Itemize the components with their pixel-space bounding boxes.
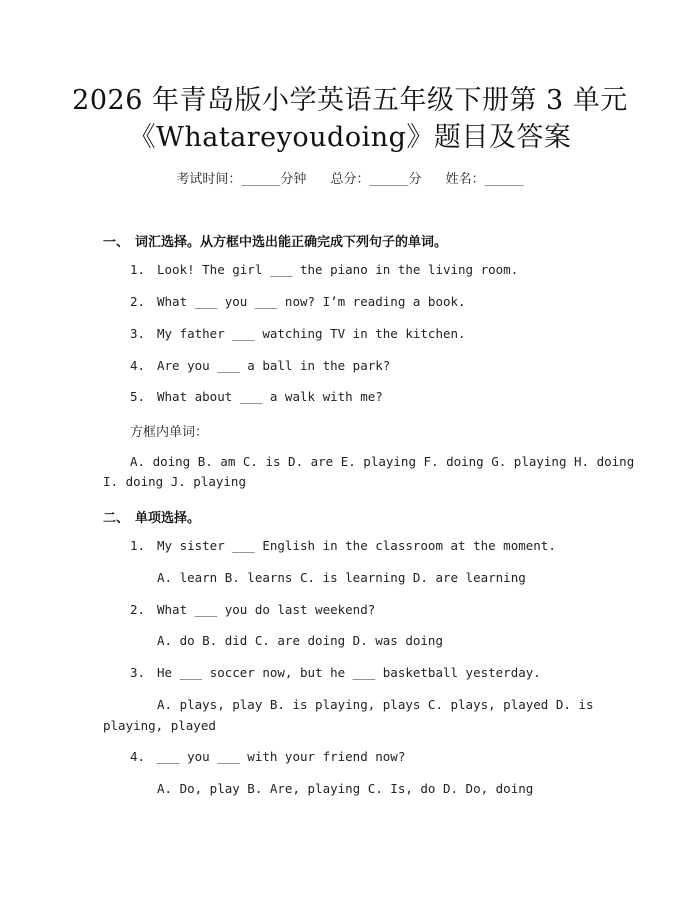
title-line-2: 《Whatareyoudoing》题目及答案	[128, 122, 572, 153]
question-text: ___ you ___ with your friend now?	[157, 749, 406, 764]
list-item: 2. What ___ you ___ now? I’m reading a book.	[130, 294, 466, 309]
question-text: Look! The girl ___ the piano in the living room.	[157, 262, 519, 277]
exam-time: 考试时间：______分钟	[176, 172, 307, 187]
list-item: 3. He ___ soccer now, but he ___ basketball yesterday.	[130, 665, 541, 680]
section-1-title: 词汇选择。从方框中选出能正确完成下列句子的单词。	[135, 235, 448, 250]
question-text: My sister ___ English in the classroom at the moment.	[157, 538, 556, 553]
question-text: My father ___ watching TV in the kitchen.	[157, 326, 466, 341]
section-2-heading	[103, 507, 200, 526]
section-1-heading	[103, 231, 447, 250]
question-options: A. do B. did C. are doing D. was doing	[157, 633, 443, 648]
list-item: 2. What ___ you do last weekend?	[130, 602, 376, 617]
question-options: A. plays, play B. is playing, plays C. plays, played D. is	[157, 697, 594, 712]
question-text: He ___ soccer now, but he ___ basketball yesterday.	[157, 665, 541, 680]
box-label: 方框内单词：	[130, 425, 209, 440]
question-options: A. learn B. learns C. is learning D. are learning	[157, 570, 526, 585]
section-2-title: 单项选择。	[135, 511, 201, 526]
list-item: 1. Look! The girl ___ the piano in the living room.	[130, 262, 519, 277]
box-words-line-2: I. doing J. playing	[103, 474, 246, 489]
exam-score: 总分：______分	[330, 172, 422, 187]
box-words-line-1: A. doing B. am C. is D. are E. playing F. doing G. playing H. doing	[130, 454, 635, 469]
exam-info	[0, 168, 700, 187]
section-1-number: 一、	[103, 235, 130, 250]
question-text: What about ___ a walk with me?	[157, 389, 383, 404]
list-item: 1. My sister ___ English in the classroom at the moment.	[130, 538, 556, 553]
student-name: 姓名：______	[445, 172, 524, 187]
title-line-1: 2026 年青岛版小学英语五年级下册第 3 单元	[72, 85, 628, 116]
list-item: 5. What about ___ a walk with me?	[130, 389, 383, 404]
question-text: What ___ you do last weekend?	[157, 602, 376, 617]
list-item: 4. ___ you ___ with your friend now?	[130, 749, 406, 764]
list-item: 4. Are you ___ a ball in the park?	[130, 358, 391, 373]
question-text: Are you ___ a ball in the park?	[157, 358, 391, 373]
question-options: A. Do, play B. Are, playing C. Is, do D. Do, doing	[157, 781, 534, 796]
section-2-number: 二、	[103, 511, 130, 526]
list-item: 3. My father ___ watching TV in the kitchen.	[130, 326, 466, 341]
question-text: What ___ you ___ now? I’m reading a book.	[157, 294, 466, 309]
question-options-continued: playing, played	[103, 718, 216, 733]
